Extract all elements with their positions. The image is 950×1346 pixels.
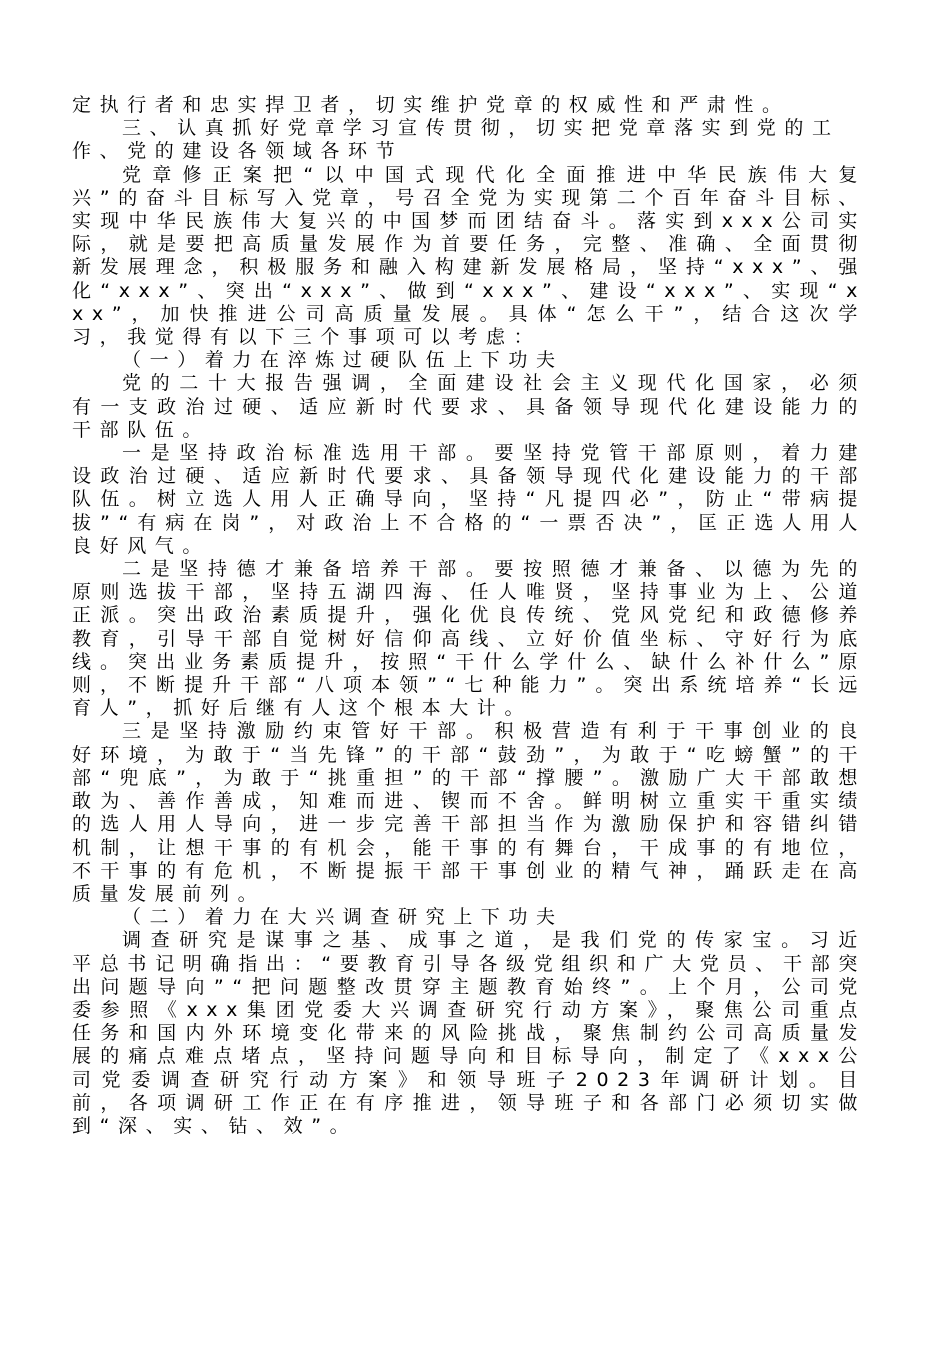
sub-heading-1: （一）着力在淬炼过硬队伍上下功夫: [122, 349, 564, 372]
paragraph-continuation: 定执行者和忠实捍卫者，切实维护党章的权威性和严肃性。: [72, 94, 790, 116]
sub-heading-2: （二）着力在大兴调查研究上下功夫: [122, 906, 564, 929]
paragraph-point-two: 二是坚持德才兼备培养干部。要按照德才兼备、以德为先的原则选拔干部，坚持五湖四海、任人唯贤，坚持事业为上、公道正派。突出政治素质提升，强化优良传统、党风党纪和政德修养教育，引导干部自觉树好信仰高线、立好价值坐标、守好行为底线。突出业务素质提升，按照“干什么学什么、缺什么补什么”原则，不断提升干部“八项本领”“七种能力”。突出系统培养“长远育人”，抓好后继有人这个根本大计。: [72, 558, 866, 720]
paragraph-party-constitution: 党章修正案把“以中国式现代化全面推进中华民族伟大复兴”的奋斗目标写入党章，号召全党为实现第二个百年奋斗目标、实现中华民族伟大复兴的中国梦而团结奋斗。落实到xxx公司实际，就是要把高质量发展作为首要任务，完整、准确、全面贯彻新发展理念，积极服务和融入构建新发展格局，坚持“xxx”、强化“xxx”、突出“xxx”、做到“xxx”、建设“xxx”、实现“xxx”，加快推进公司高质量发展。具体“怎么干”，结合这次学习，我觉得有以下三个事项可以考虑：: [72, 163, 866, 349]
paragraph-point-one: 一是坚持政治标准选用干部。要坚持党管干部原则，着力建设政治过硬、适应新时代要求、具备领导现代化建设能力的干部队伍。树立选人用人正确导向，坚持“凡提四必”，防止“带病提拔”“有病在岗”，对政治上不合格的“一票否决”，匡正选人用人良好风气。: [72, 442, 866, 557]
paragraph-point-three: 三是坚持激励约束管好干部。积极营造有利于干事创业的良好环境，为敢于“当先锋”的干部“鼓劲”，为敢于“吃螃蟹”的干部“兜底”，为敢于“挑重担”的干部“撑腰”。激励广大干部敢想敢为、善作善成，知难而进、锲而不舍。鲜明树立重实干重实绩的选人用人导向，进一步完善干部担当作为激励保护和容错纠错机制，让想干事的有机会，能干事的有舞台，干成事的有地位，不干事的有危机，不断提振干部干事创业的精气神，踊跃走在高质量发展前列。: [72, 720, 866, 905]
document-page: [72, 94, 866, 1138]
paragraph-report-emphasis: 党的二十大报告强调，全面建设社会主义现代化国家，必须有一支政治过硬、适应新时代要求、具备领导现代化建设能力的干部队伍。: [72, 372, 866, 441]
paragraph-research: 调查研究是谋事之基、成事之道，是我们党的传家宝。习近平总书记明确指出：“要教育引导各级党组织和广大党员、干部突出问题导向”“把问题整改贯穿主题教育始终”。上个月，公司党委参照《xxx集团党委大兴调查研究行动方案》，聚焦公司重点任务和国内外环境变化带来的风险挑战，聚焦制约公司高质量发展的痛点难点堵点，坚持问题导向和目标导向，制定了《xxx公司党委调查研究行动方案》和领导班子2023年调研计划。目前，各项调研工作正在有序推进，领导班子和各部门必须切实做到“深、实、钻、效”。: [72, 929, 866, 1137]
section-heading-3: 三、认真抓好党章学习宣传贯彻，切实把党章落实到党的工作、党的建设各领域各环节: [72, 117, 840, 163]
